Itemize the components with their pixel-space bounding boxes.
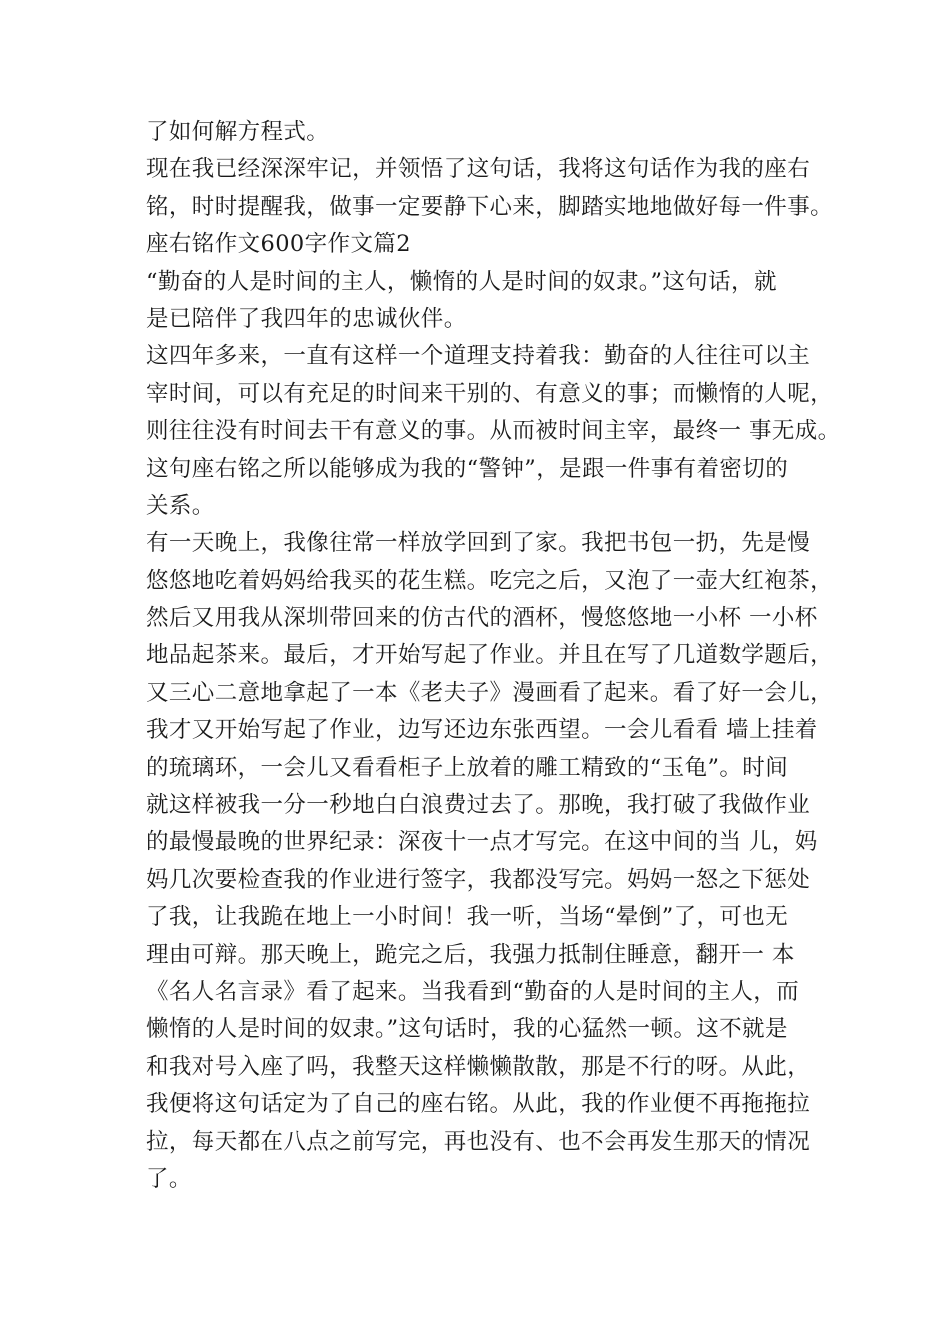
- text-line: 就这样被我一分一秒地白白浪费过去了。那晚，我打破了我做作业: [146, 792, 811, 819]
- text-line: 了如何解方程式。: [146, 119, 330, 145]
- text-line: 然后又用我从深圳带回来的仿古代的酒杯，慢悠悠地一小杯 一小杯: [146, 605, 818, 632]
- text-line: 关系。: [146, 492, 215, 519]
- text-line: “勤奋的人是时间的主人，懒惰的人是时间的奴隶。”这句话，就: [146, 268, 777, 295]
- text-line: 妈几次要检查我的作业进行签字，我都没写完。妈妈一怒之下惩处: [146, 866, 811, 893]
- text-line: 地品起茶来。最后，才开始写起了作业。并且在写了几道数学题后，: [146, 642, 834, 669]
- text-line: 则往往没有时间去干有意义的事。从而被时间主宰，最终一 事无成。: [146, 418, 841, 445]
- section-heading: 座右铭作文600字作文篇2: [146, 231, 411, 258]
- text-line: 悠悠地吃着妈妈给我买的花生糕。吃完之后，又泡了一壶大红袍茶，: [146, 567, 834, 594]
- text-line: 拉，每天都在八点之前写完，再也没有、也不会再发生那天的情况: [146, 1128, 811, 1155]
- text-line: 有一天晚上，我像往常一样放学回到了家。我把书包一扔，先是慢: [146, 530, 811, 557]
- essay-body: [146, 114, 841, 1198]
- text-line: 又三心二意地拿起了一本《老夫子》漫画看了起来。看了好一会儿，: [146, 679, 834, 706]
- text-line: 的最慢最晚的世界纪录：深夜十一点才写完。在这中间的当 儿，妈: [146, 829, 818, 856]
- text-line: 了。: [146, 1165, 192, 1192]
- text-line: 现在我已经深深牢记，并领悟了这句话，我将这句话作为我的座右: [146, 156, 811, 183]
- text-line: 的琉璃环，一会儿又看看柜子上放着的雕工精致的“玉龟”。时间: [146, 754, 789, 781]
- text-line: 宰时间，可以有充足的时间来干别的、有意义的事；而懒惰的人呢，: [146, 380, 834, 407]
- text-line: 《名人名言录》看了起来。当我看到“勤奋的人是时间的主人，而: [146, 978, 800, 1005]
- text-line: 理由可辩。那天晚上，跪完之后，我强力抵制住睡意，翻开一 本: [146, 941, 795, 968]
- text-line: 了我，让我跪在地上一小时间！我一听，当场“晕倒”了，可也无: [146, 904, 789, 931]
- text-line: 这句座右铭之所以能够成为我的“警钟”，是跟一件事有着密切的: [146, 455, 789, 482]
- text-line: 是已陪伴了我四年的忠诚伙伴。: [146, 305, 467, 332]
- text-line: 我才又开始写起了作业，边写还边东张西望。一会儿看看 墙上挂着: [146, 717, 818, 744]
- text-line: 懒惰的人是时间的奴隶。”这句话时，我的心猛然一顿。这不就是: [146, 1016, 788, 1043]
- text-line: 我便将这句话定为了自己的座右铭。从此，我的作业便不再拖拖拉: [146, 1091, 811, 1118]
- text-line: 铭，时时提醒我，做事一定要静下心来，脚踏实地地做好每一件事。: [146, 193, 834, 220]
- text-line: 这四年多来，一直有这样一个道理支持着我：勤奋的人往往可以主: [146, 343, 811, 370]
- text-line: 和我对号入座了吗，我整天这样懒懒散散，那是不行的呀。从此，: [146, 1053, 811, 1080]
